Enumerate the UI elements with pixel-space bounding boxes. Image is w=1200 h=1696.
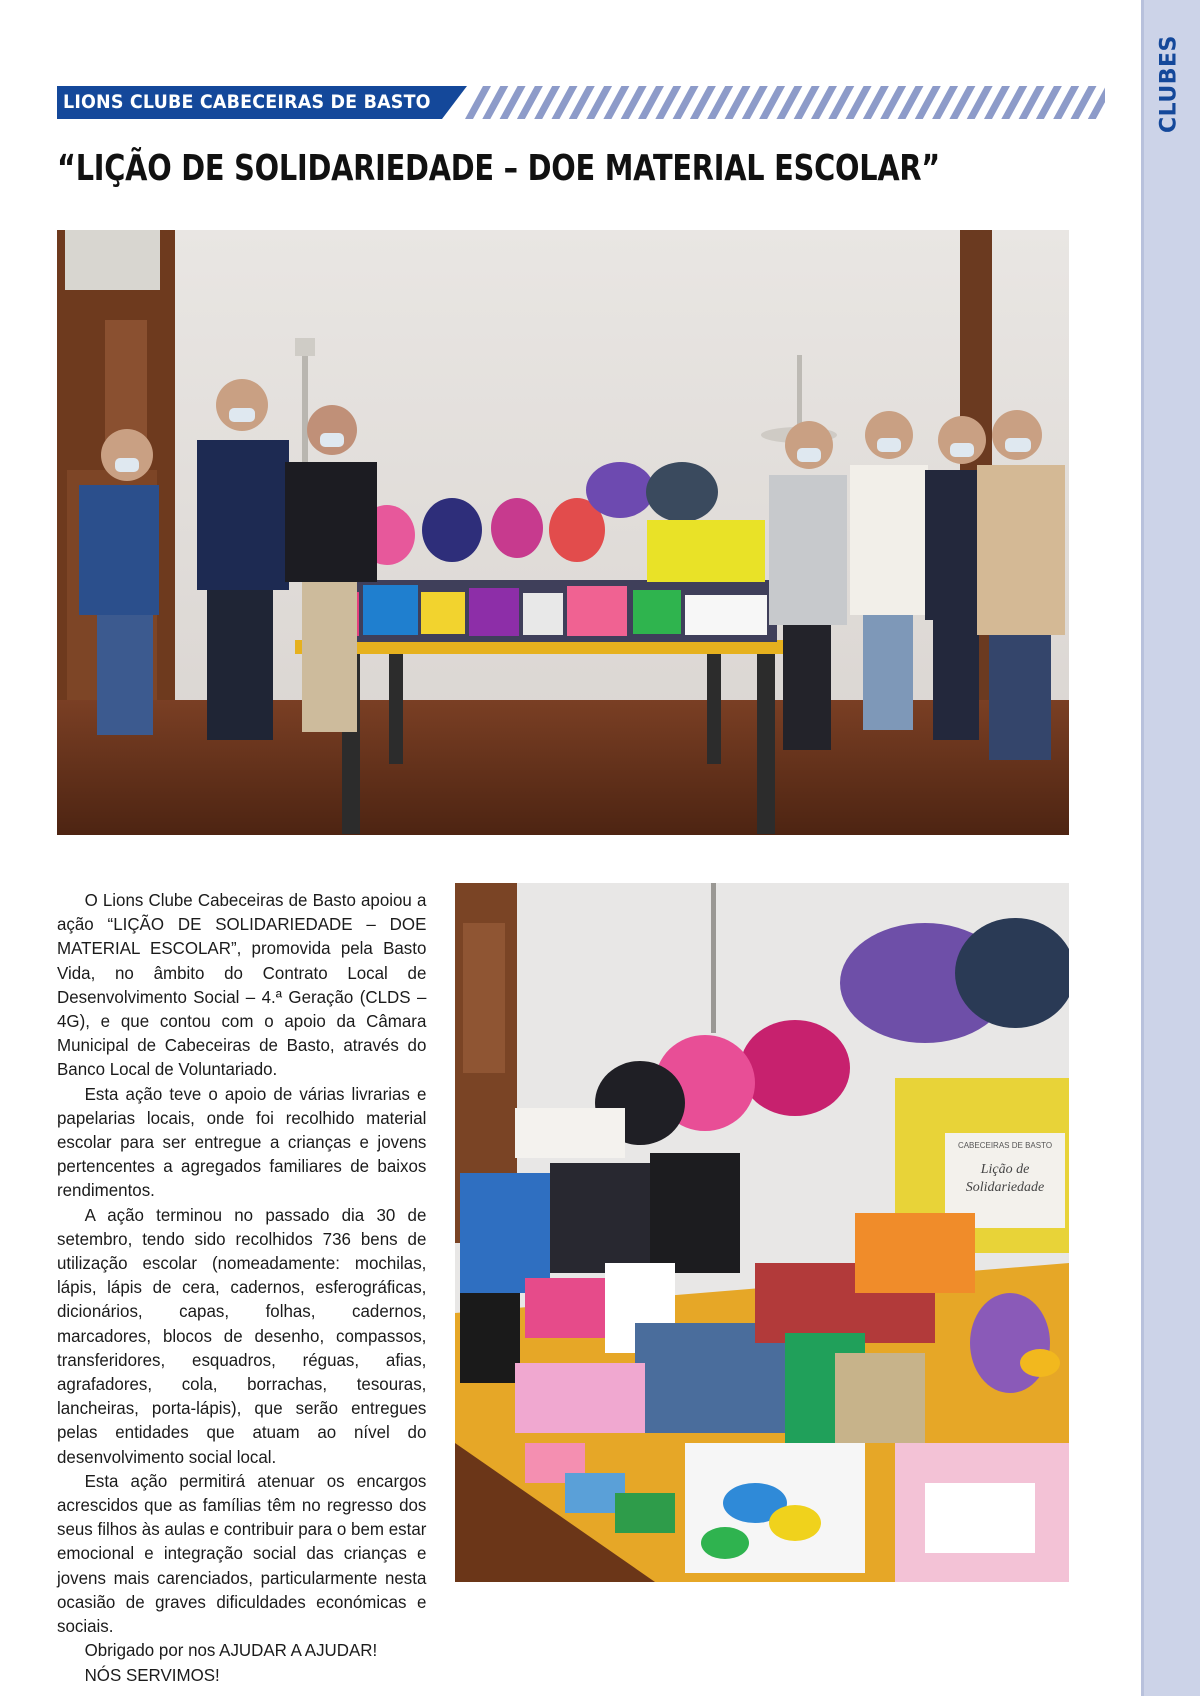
closing-motto: NÓS SERVIMOS! <box>84 1664 220 1685</box>
article-paragraph: A ação terminou no passado dia 30 de setembro, tendo sido recolhidos 736 bens de utilização escolar (nomeadamente: mochilas, lápis, lápis de cera, cadernos, esferográficas, dicionários, capas, folhas, cadernos, marcadores, blocos de desenho, compassos, transferidores, esquadros, réguas, afias, agrafadores, cola, borrachas, tesouras, lancheiras, porta-lápis), que serão entregues pelas entidades que atuam ao nível do desenvolvimento social local. <box>57 1204 427 1467</box>
section-label: LIONS CLUBE CABECEIRAS DE BASTO <box>63 91 431 113</box>
article-paragraph: Esta ação teve o apoio de várias livrarias e papelarias locais, onde foi recolhido material escolar para ser entregue a crianças e jovens pertencentes a agregados familiares de baixos rendimentos. <box>57 1083 427 1201</box>
article-paragraph: O Lions Clube Cabeceiras de Basto apoiou a ação “LIÇÃO DE SOLIDARIEDADE – DOE MATERIAL ESCOLAR”, promovida pela Basto Vida, no âmbito do Contrato Local de Desenvolvimento Social – 4.ª Geração (CLDS – 4G), e que contou com o apoio da Câmara Municipal de Cabeceiras de Basto, através do Banco Local de Voluntariado. <box>57 890 427 1080</box>
group-photo <box>57 230 1069 835</box>
side-tab-label: CLUBES <box>1156 35 1182 133</box>
poster-line-3: Solidariedade <box>965 1180 1045 1195</box>
hatch-decoration <box>455 86 1105 119</box>
article-body <box>57 888 432 1687</box>
closing-thanks: Obrigado por nos AJUDAR A AJUDAR! <box>84 1640 378 1661</box>
materials-photo <box>455 883 1069 1582</box>
side-tab-strip <box>1141 0 1200 1696</box>
poster-line-2: Lição de <box>980 1162 1030 1177</box>
poster-line-1: CABECEIRAS DE BASTO <box>957 1141 1053 1150</box>
article-paragraph: Esta ação permitirá atenuar os encargos acrescidos que as famílias têm no regresso dos seus filhos às aulas e contribuir para o bem estar emocional e integração social das crianças e jovens mais carenciados, particularmente nesta ocasião de graves dificuldades económicas e sociais. <box>57 1470 427 1637</box>
article-headline: “LIÇÃO DE SOLIDARIEDADE – DOE MATERIAL ESCOLAR” <box>57 148 940 189</box>
section-header-bar <box>57 86 467 119</box>
